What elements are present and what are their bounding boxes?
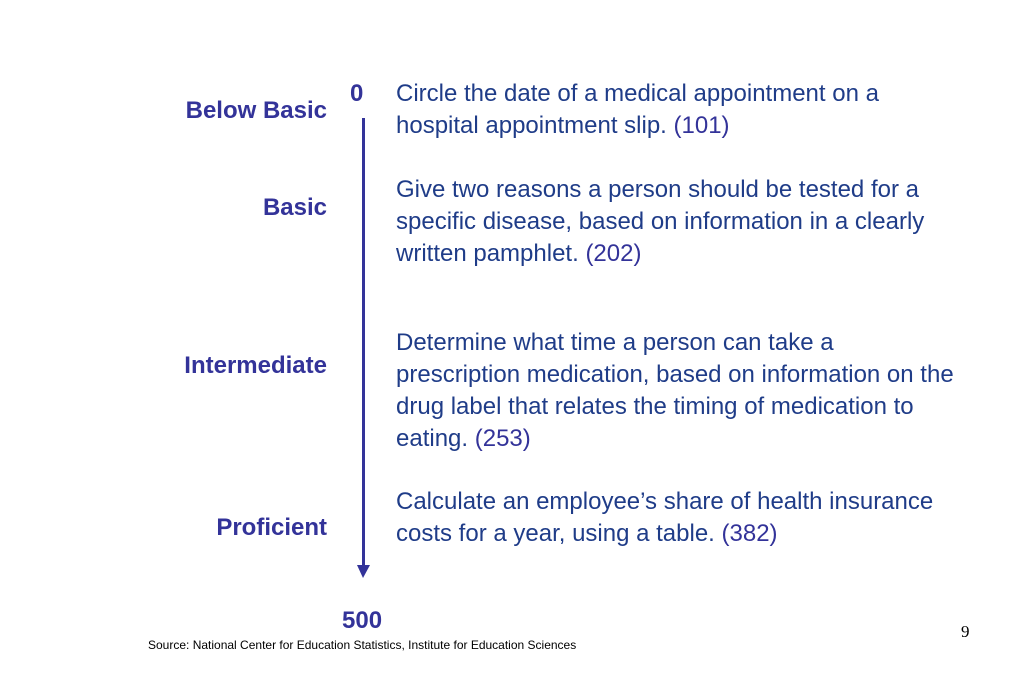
source-citation: Source: National Center for Education Statistics, Institute for Education Sciences [148, 638, 577, 652]
task-score: (253) [474, 425, 531, 452]
scale-axis-line [362, 118, 365, 568]
task-item-3 [396, 327, 956, 455]
task-score: (202) [585, 240, 642, 267]
scale-min-label: 0 [350, 80, 364, 107]
task-item-1 [396, 78, 956, 142]
level-label-basic: Basic [262, 194, 327, 221]
level-label-proficient: Proficient [216, 514, 327, 541]
page-number: 9 [961, 622, 970, 641]
level-label-below-basic: Below Basic [185, 97, 327, 124]
task-score: (101) [673, 112, 730, 139]
task-score: (382) [721, 520, 778, 547]
task-text: Calculate an employee’s share of health insurance costs for a year, using a table. [396, 488, 934, 547]
task-text: Determine what time a person can take a prescription medication, based on information on the drug label that relates the timing of medication to eating. [396, 329, 954, 452]
task-item-2 [396, 174, 956, 270]
level-label-intermediate: Intermediate [184, 352, 327, 379]
scale-max-label: 500 [342, 607, 383, 634]
task-text: Circle the date of a medical appointment on a hospital appointment slip. [396, 80, 879, 139]
scale-axis-arrow-icon [357, 565, 370, 578]
task-item-4 [396, 486, 956, 550]
task-text: Give two reasons a person should be tested for a specific disease, based on information in a clearly written pamphlet. [396, 176, 925, 267]
